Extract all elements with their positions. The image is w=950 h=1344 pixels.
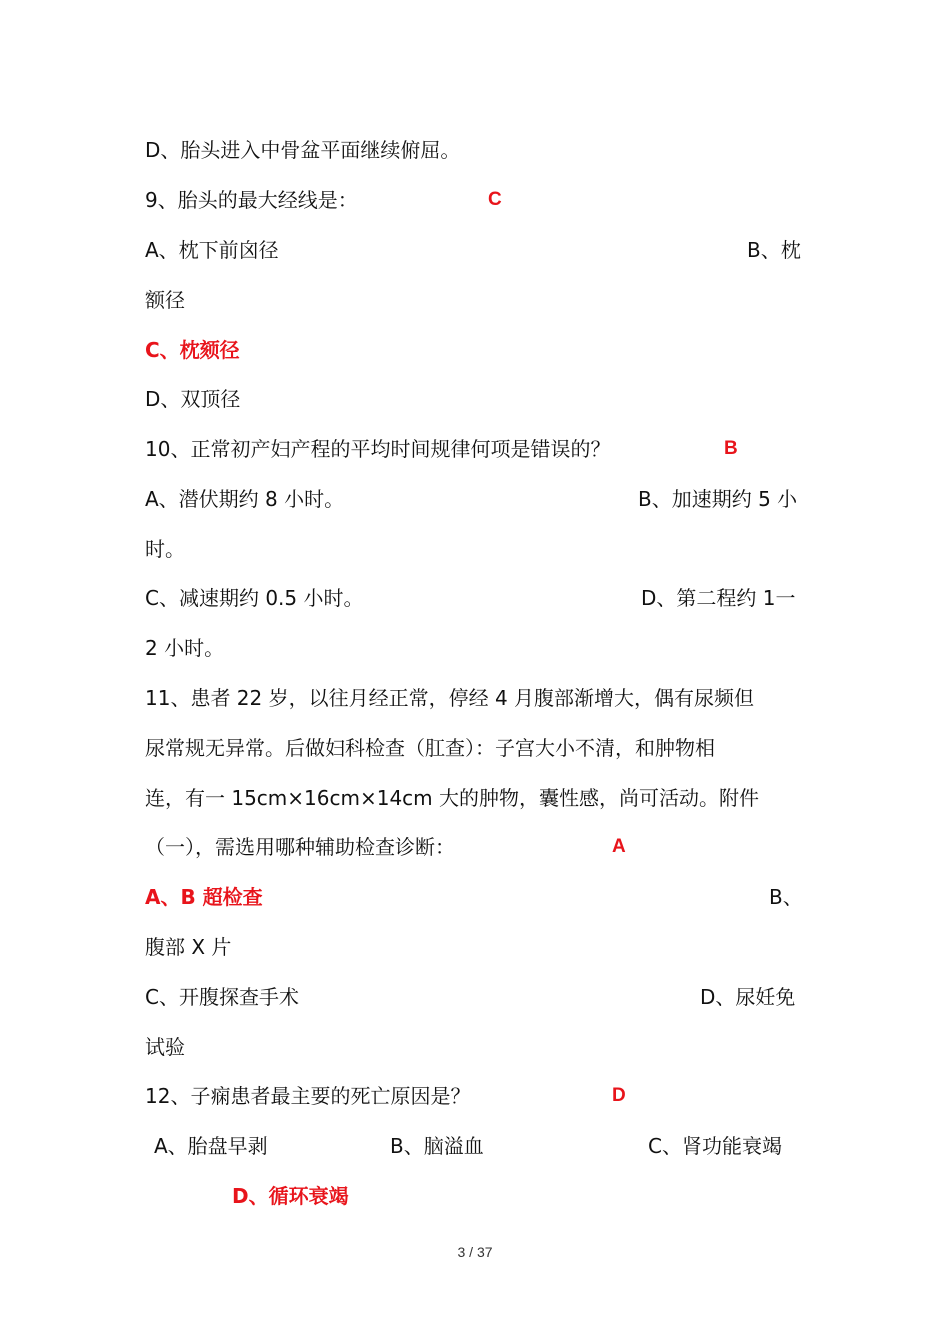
option-c-q12: C、肾功能衰竭 [648, 1134, 782, 1158]
question-11-line2: 尿常规无异常。后做妇科检查（肛查）：子宫大小不清，和肿物相 [145, 736, 715, 760]
option-b-q9-cont: 额径 [145, 288, 185, 312]
option-a-q12: A、胎盘早剥 [154, 1134, 268, 1158]
question-10: 10、正常初产妇产程的平均时间规律何项是错误的？ [145, 437, 611, 461]
option-d-q9: D、双顶径 [145, 387, 241, 411]
option-d-q11-cont: 试验 [145, 1035, 185, 1059]
answer-q12: D [612, 1085, 626, 1106]
option-d-q10: D、第二程约 1一 [641, 586, 796, 610]
question-12: 12、子痫患者最主要的死亡原因是？ [145, 1084, 471, 1108]
option-a-q11-correct: A、B 超检查 [145, 885, 263, 909]
question-9: 9、胎头的最大经线是： [145, 188, 358, 212]
option-c-q10: C、减速期约 0.5 小时。 [145, 586, 364, 610]
question-11-line4: （一），需选用哪种辅助检查诊断： [145, 835, 455, 859]
option-b-q11: B、 [769, 885, 803, 909]
answer-q9: C [488, 189, 502, 210]
option-a-q9: A、枕下前囟径 [145, 238, 279, 262]
option-b-q10-cont: 时。 [145, 537, 185, 561]
option-b-q10: B、加速期约 5 小 [638, 487, 798, 511]
answer-q10: B [724, 438, 738, 459]
answer-q11: A [612, 836, 626, 857]
option-a-q10: A、潜伏期约 8 小时。 [145, 487, 345, 511]
question-11-line3: 连，有一 15cm×16cm×14cm 大的肿物，囊性感，尚可活动。附件 [145, 786, 760, 810]
option-c-q9-correct: C、枕颏径 [145, 338, 240, 362]
option-d-q12-correct: D、循环衰竭 [232, 1184, 349, 1208]
question-11-line1: 11、患者 22 岁，以往月经正常，停经 4 月腹部渐增大，偶有尿频但 [145, 686, 755, 710]
option-d-q8: D、胎头进入中骨盆平面继续俯屈。 [145, 138, 461, 162]
option-b-q12: B、脑溢血 [390, 1134, 484, 1158]
option-d-q10-cont: 2 小时。 [145, 636, 225, 660]
option-c-q11: C、开腹探查手术 [145, 985, 299, 1009]
option-b-q11-cont: 腹部 X 片 [145, 935, 232, 959]
option-d-q11: D、尿妊免 [700, 985, 796, 1009]
page-number: 3 / 37 [457, 1244, 493, 1260]
option-b-q9: B、枕 [747, 238, 801, 262]
